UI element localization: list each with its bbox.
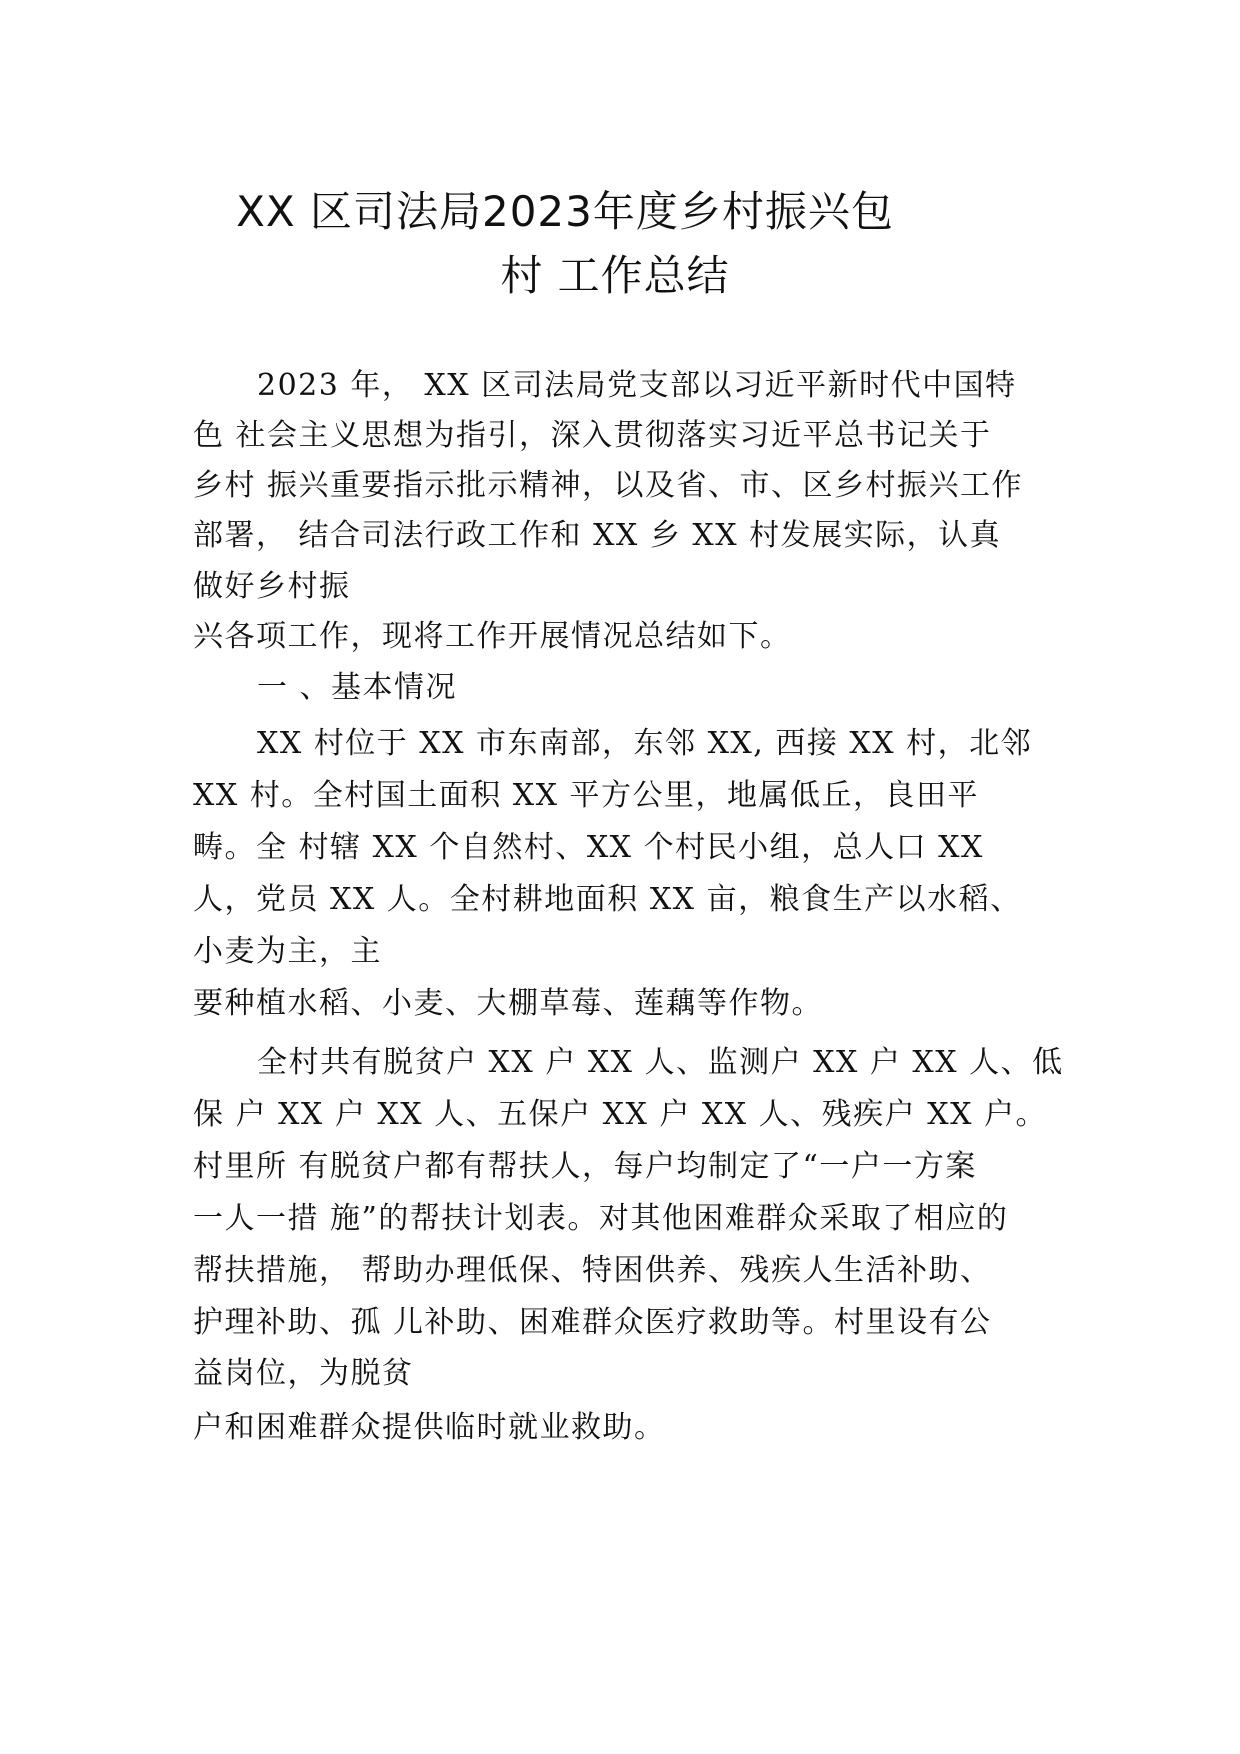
paragraph-3-line: 村里所 有脱贫户都有帮扶人，每户均制定了“一户一方案 [193, 1149, 977, 1184]
document-title-line-2: 村 工作总结 [500, 251, 730, 300]
paragraph-2-line: 人，党员 XX 人。全村耕地面积 XX 亩，粮食生产以水稻、 [193, 882, 1022, 917]
paragraph-1-line: 部署， 结合司法行政工作和 XX 乡 XX 村发展实际，认真 [193, 518, 1002, 553]
paragraph-2-line: XX 村。全村国土面积 XX 平方公里，地属低丘，良田平 [193, 778, 980, 813]
paragraph-3-line: 保 户 XX 户 XX 人、五保户 XX 户 XX 人、残疾户 XX 户。 [193, 1097, 1047, 1132]
section-heading: 一 、基本情况 [257, 670, 458, 705]
paragraph-1-line: 做好乡村振 [193, 569, 351, 604]
paragraph-1-line: 色 社会主义思想为指引，深入贯彻落实习近平总书记关于 [193, 418, 992, 453]
paragraph-3-line: 帮扶措施， 帮助办理低保、特困供养、残疾人生活补助、 [193, 1253, 992, 1288]
document-title-line-1: XX 区司法局2023年度乡村振兴包 [236, 187, 894, 236]
paragraph-3-line: 全村共有脱贫户 XX 户 XX 人、监测户 XX 户 XX 人、低 [257, 1045, 1064, 1080]
paragraph-3-line: 护理补助、孤 儿补助、困难群众医疗救助等。村里设有公 [193, 1305, 992, 1340]
paragraph-1-line: 乡村 振兴重要指示批示精神，以及省、市、区乡村振兴工作 [193, 468, 1024, 503]
paragraph-2-line: 小麦为主，主 [193, 934, 382, 969]
paragraph-1-line: 兴各项工作，现将工作开展情况总结如下。 [193, 619, 792, 654]
paragraph-2-line: 畴。全 村辖 XX 个自然村、XX 个村民小组，总人口 XX [193, 830, 984, 865]
paragraph-2-line: XX 村位于 XX 市东南部，东邻 XX, 西接 XX 村，北邻 [257, 726, 1033, 761]
paragraph-2-line: 要种植水稻、小麦、大棚草莓、莲藕等作物。 [193, 986, 823, 1021]
paragraph-1-line: 2023 年， XX 区司法局党支部以习近平新时代中国特 [257, 368, 1017, 403]
paragraph-3-line: 益岗位，为脱贫 [193, 1356, 414, 1391]
paragraph-3-line: 户和困难群众提供临时就业救助。 [193, 1410, 666, 1445]
paragraph-3-line: 一人一措 施”的帮扶计划表。对其他困难群众采取了相应的 [193, 1201, 1009, 1236]
